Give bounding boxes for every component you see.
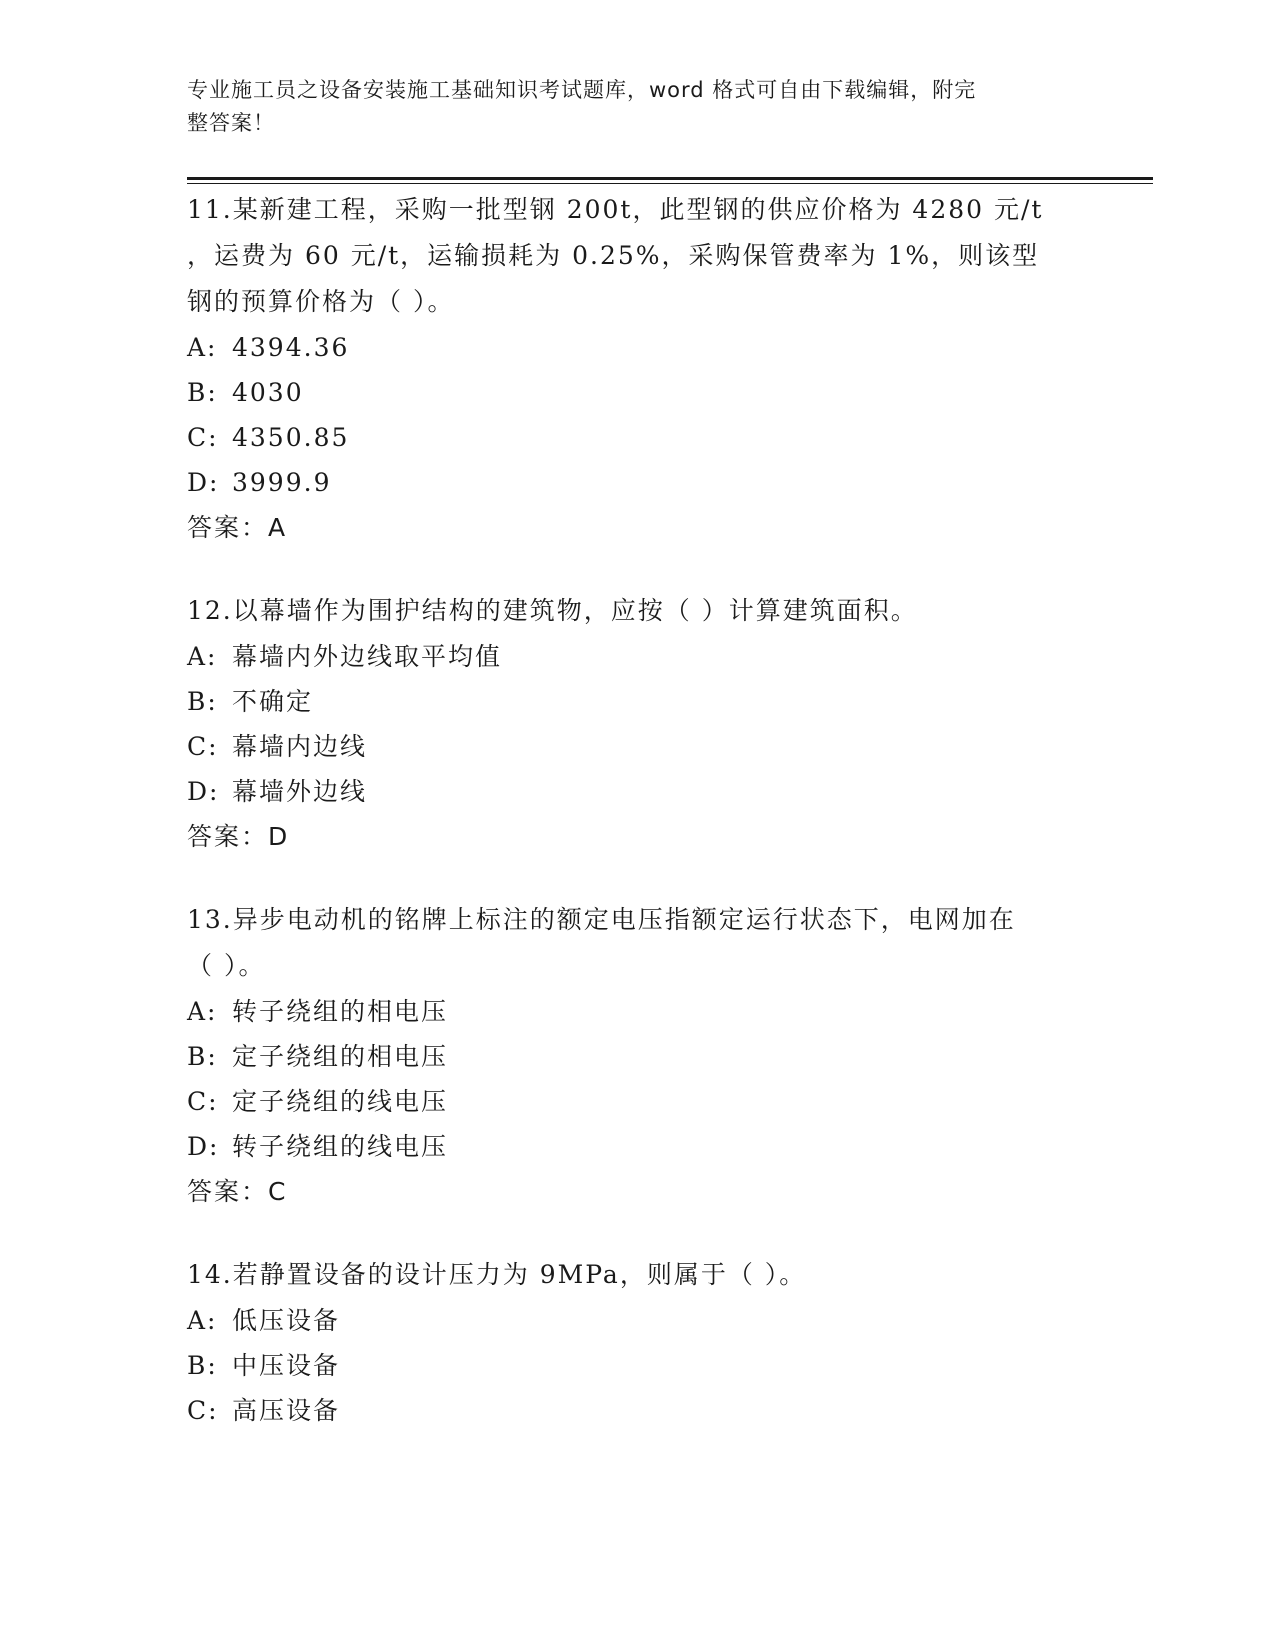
question-text: 13.异步电动机的铭牌上标注的额定电压指额定运行状态下，电网加在: [187, 905, 1016, 934]
answer-option: [187, 1298, 1087, 1343]
option-text: 4350.85: [232, 423, 350, 452]
answer-option: [187, 1124, 1087, 1169]
option-text: 定子绕组的线电压: [232, 1087, 449, 1116]
question-text: （ ）。: [187, 951, 266, 980]
answer-key: 答案：D: [187, 822, 290, 851]
option-text: 3999.9: [232, 468, 332, 497]
option-text: 转子绕组的线电压: [232, 1132, 449, 1161]
answer-option: [187, 634, 1087, 679]
option-text: 低压设备: [232, 1306, 341, 1335]
option-key: A:: [187, 333, 218, 362]
option-key: D:: [187, 468, 220, 497]
option-key: B:: [187, 687, 218, 716]
header-divider-thick: [187, 177, 1153, 180]
answer-option: [187, 679, 1087, 724]
question-text: 12.以幕墙作为围护结构的建筑物，应按（ ）计算建筑面积。: [187, 596, 918, 625]
option-text: 高压设备: [232, 1396, 341, 1425]
option-key: D:: [187, 777, 220, 806]
question-block: [187, 1252, 1087, 1433]
option-key: B:: [187, 1351, 218, 1380]
option-key: A:: [187, 642, 218, 671]
question-text: 14.若静置设备的设计压力为 9MPa，则属于（ ）。: [187, 1260, 807, 1289]
question-text: 钢的预算价格为（ ）。: [187, 287, 455, 316]
option-text: 幕墙内外边线取平均值: [232, 642, 503, 671]
answer-option: [187, 989, 1087, 1034]
option-key: A:: [187, 1306, 218, 1335]
answer-option: [187, 1034, 1087, 1079]
question-block: [187, 897, 1087, 1215]
question-block: [187, 187, 1087, 551]
option-text: 4394.36: [232, 333, 350, 362]
option-text: 4030: [232, 378, 304, 407]
option-key: B:: [187, 1042, 218, 1071]
option-text: 中压设备: [232, 1351, 341, 1380]
header-line: 专业施工员之设备安装施工基础知识考试题库，word 格式可自由下载编辑，附完: [187, 78, 977, 102]
option-key: B:: [187, 378, 218, 407]
document-header: [187, 74, 1067, 140]
option-key: C:: [187, 423, 219, 452]
question-text: ，运费为 60 元/t，运输损耗为 0.25%，采购保管费率为 1%，则该型: [187, 241, 1040, 270]
option-key: C:: [187, 732, 219, 761]
answer-option: [187, 460, 1087, 505]
answer-option: [187, 1343, 1087, 1388]
question-text: 11.某新建工程，采购一批型钢 200t，此型钢的供应价格为 4280 元/t: [187, 195, 1044, 224]
option-key: A:: [187, 997, 218, 1026]
option-key: D:: [187, 1132, 220, 1161]
question-list: [187, 187, 1087, 1470]
option-key: C:: [187, 1087, 219, 1116]
answer-option: [187, 1388, 1087, 1433]
answer-option: [187, 724, 1087, 769]
question-block: [187, 588, 1087, 860]
option-key: C:: [187, 1396, 219, 1425]
answer-option: [187, 325, 1087, 370]
answer-option: [187, 769, 1087, 814]
option-text: 幕墙内边线: [232, 732, 368, 761]
option-text: 幕墙外边线: [232, 777, 368, 806]
answer-option: [187, 1079, 1087, 1124]
answer-key: 答案：A: [187, 513, 288, 542]
answer-option: [187, 370, 1087, 415]
option-text: 转子绕组的相电压: [232, 997, 449, 1026]
header-line: 整答案！: [187, 111, 275, 135]
answer-option: [187, 415, 1087, 460]
answer-key: 答案：C: [187, 1177, 288, 1206]
option-text: 定子绕组的相电压: [232, 1042, 449, 1071]
option-text: 不确定: [232, 687, 314, 716]
header-divider-thin: [187, 183, 1153, 184]
